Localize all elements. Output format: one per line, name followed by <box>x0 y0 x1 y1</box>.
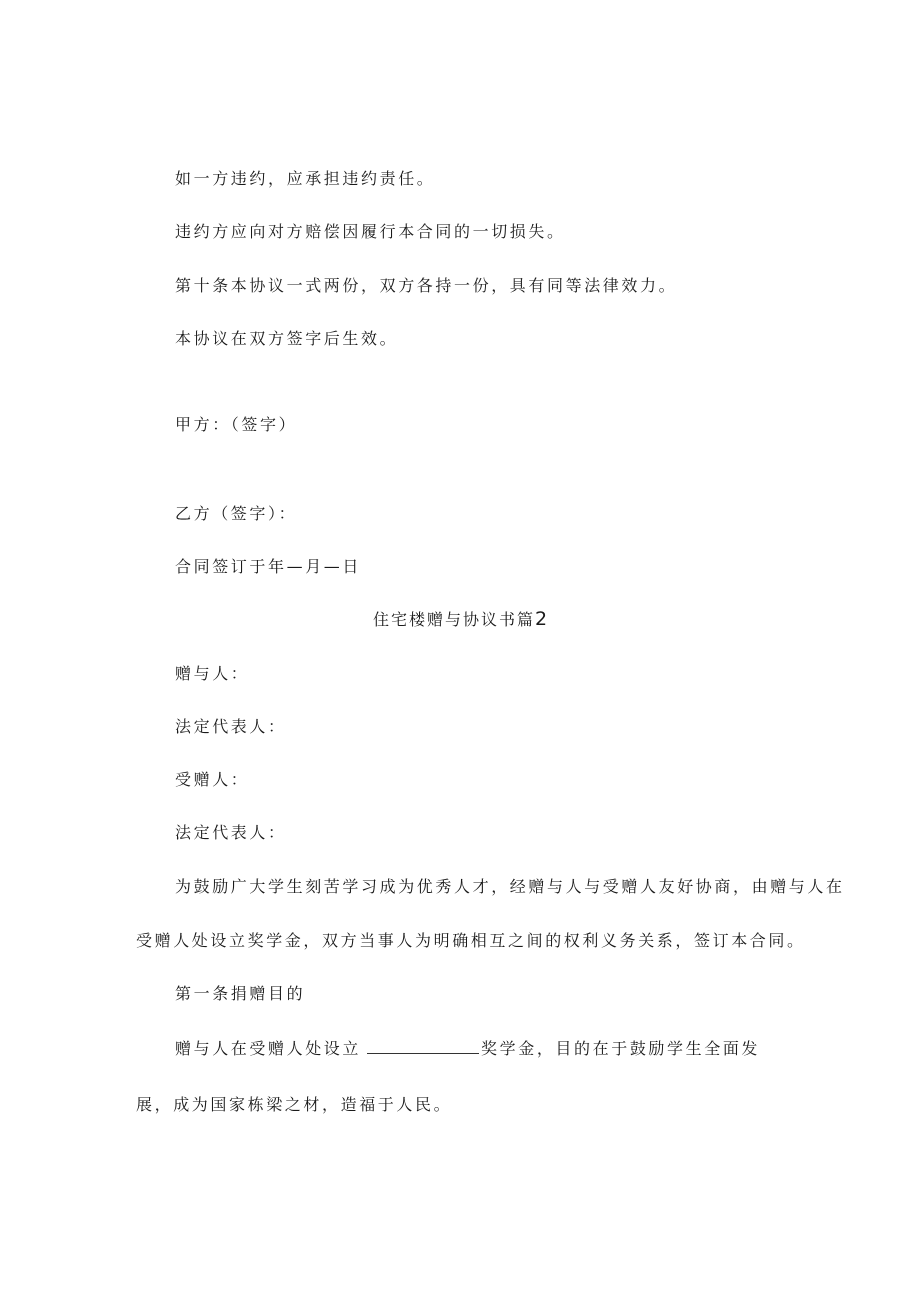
donee-label: 受赠人： <box>175 770 250 789</box>
scholarship-name-blank <box>367 1039 479 1054</box>
article-one-text-before-blank: 赠与人在受赠人处设立 <box>175 1039 362 1058</box>
article-one-title: 第一条捐赠目的 <box>175 984 306 1003</box>
party-a-signature: 甲方：（签字） <box>175 415 298 434</box>
paragraph-breach-compensation: 违约方应向对方赔偿因履行本合同的一切损失。 <box>175 222 566 241</box>
section-title-number: 2 <box>534 608 548 630</box>
intro-paragraph-line-1: 为鼓励广大学生刻苦学习成为优秀人才，经赠与人与受赠人友好协商，由赠与人在 <box>175 877 845 896</box>
signed-date: 合同签订于年—月—日 <box>175 557 362 576</box>
paragraph-article-ten: 第十条本协议一式两份，双方各持一份，具有同等法律效力。 <box>175 276 678 295</box>
party-b-signature: 乙方（签字）： <box>175 504 298 523</box>
intro-paragraph-line-2: 受赠人处设立奖学金，双方当事人为明确相互之间的权利义务关系，签订本合同。 <box>136 931 806 950</box>
donee-representative-label: 法定代表人： <box>175 823 287 842</box>
donor-representative-label: 法定代表人： <box>175 717 287 736</box>
article-one-line-2: 展，成为国家栋梁之材，造福于人民。 <box>136 1095 453 1114</box>
article-one-line-1 <box>175 1039 760 1059</box>
section-title-text: 住宅楼赠与协议书篇 <box>372 610 535 629</box>
paragraph-effective: 本协议在双方签字后生效。 <box>175 329 399 348</box>
donor-label: 赠与人： <box>175 664 250 683</box>
section-title <box>0 609 920 630</box>
paragraph-breach-liability: 如一方违约，应承担违约责任。 <box>175 169 436 188</box>
article-one-text-after-blank: 奖学金，目的在于鼓励学生全面发 <box>481 1039 761 1058</box>
